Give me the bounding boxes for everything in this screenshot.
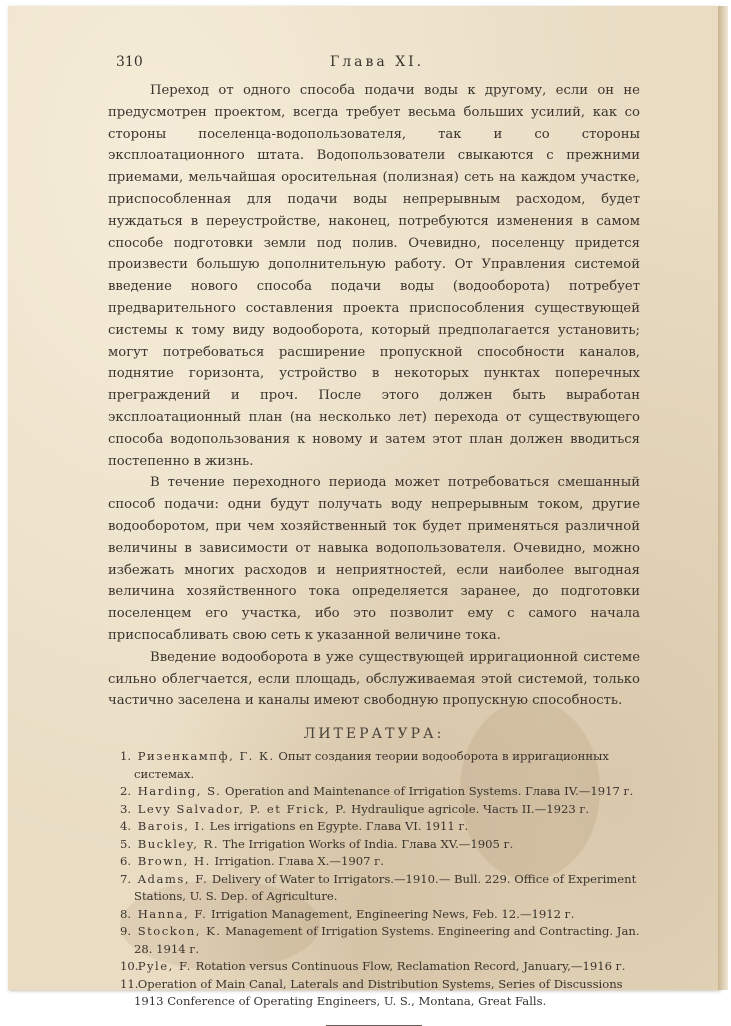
item-number: 3.: [120, 801, 132, 816]
chapter-title: Глава XI.: [330, 54, 425, 70]
literature-heading: ЛИТЕРАТУРА:: [303, 726, 445, 743]
item-title: Irrigation Management, Engineering News, Feb. 12.—1912 г.: [207, 906, 575, 921]
item-title: Management of Irrigation Systems. Engineering and Contracting. Jan. 28. 1914 г.: [134, 924, 640, 956]
item-number: 4.: [120, 819, 132, 834]
item-number: 1.: [120, 749, 132, 764]
item-author: Hanna, F.: [137, 906, 208, 921]
literature-list: [108, 748, 640, 1011]
body-paragraph: Введение водооборота в уже существующей ирригационной системе сильно облегчается, если площадь, обслуживаемая этой системой, только частично заселена и каналы имеют свободную пропускную способность.: [108, 649, 640, 709]
item-number: 2.: [120, 784, 132, 799]
body-paragraph: Переход от одного способа подачи воды к другому, если он не предусмотрен проектом, всегда требует весьма больших усилий, как со стороны поселенца-водопользователя, так и со стороны эксплоатационного штата. Водопользователи свыкаются с прежними приемами, мельчайшая оросительная (полизная) сеть на каждом участке, приспособленная для подачи воды непрерывным расходом, будет нуждаться в переустройстве, наконец, потребуются изменения в самом способе подготовки земли под полив. Очевидно, поселенцу придется произвести большую дополнительную работу. От Управления системой введение нового способа подачи воды (водооборота) потребует предварительного составления проекта приспособления существующей системы к тому виду водооборота, который предполагается установить; могут потребоваться расширение пропускной способности каналов, поднятие горизонта, устройство в некоторых пунктах поперечных преграждений и проч. После этого должен быть выработан эксплоатационный план (на несколько лет) перехода от существующего способа водопользования к новому и затем этот план должен вводиться постепенно в жизнь.: [108, 83, 640, 469]
page-number: 310: [116, 54, 143, 70]
literature-item: [108, 923, 640, 958]
literature-item: [108, 818, 640, 836]
item-author: Barois, I.: [137, 819, 206, 834]
page-content: [108, 54, 640, 1026]
item-number: 10.: [120, 959, 139, 974]
closing-divider: [326, 1025, 422, 1026]
item-author: Adams, F.: [137, 871, 209, 886]
literature-item: [108, 801, 640, 819]
item-title: Rotation versus Continuous Flow, Reclamation Record, January,—1916 г.: [191, 959, 626, 974]
item-title: Irrigation. Глава X.—1907 г.: [210, 854, 384, 869]
item-title: Delivery of Water to Irrigators.—1910.— Bull. 229. Office of Experiment Stations, U. S. Dep. of Agriculture.: [134, 871, 637, 904]
item-author: Buckley, R.: [137, 836, 220, 851]
literature-item: [108, 853, 640, 871]
item-title: Опыт создания теории водооборота в ирригационных системах.: [134, 749, 609, 781]
item-title: The Irrigation Works of India. Глава XV.—1905 г.: [219, 836, 514, 851]
item-author: Levy Salvador, P. et Frick, P.: [137, 801, 348, 816]
item-number: 8.: [120, 906, 132, 921]
item-title: Les irrigations en Egypte. Глава VI. 1911 г.: [205, 819, 469, 834]
page-edge: [718, 6, 728, 990]
item-number: 5.: [120, 836, 132, 851]
item-title: Operation of Main Canal, Laterals and Distribution Systems, Series of Discussions 1913 Conference of Operating Engineers, U. S., Montana, Great Falls.: [134, 976, 623, 1009]
literature-item: [108, 783, 640, 801]
item-author: Pyle, F.: [137, 959, 192, 974]
item-author: Harding, S.: [137, 784, 222, 799]
item-number: 11.: [120, 976, 139, 991]
literature-item: [108, 748, 640, 783]
item-title: Hydraulique agricole. Часть II.—1923 г.: [347, 801, 590, 816]
item-number: 7.: [120, 871, 132, 886]
item-number: 9.: [120, 924, 132, 939]
page-header: [108, 54, 640, 80]
item-title: Operation and Maintenance of Irrigation Systems. Глава IV.—1917 г.: [221, 784, 634, 799]
item-author: Stockon, K.: [137, 924, 222, 939]
literature-item: [108, 958, 640, 976]
item-author: Ризенкампф, Г. К.: [137, 749, 275, 764]
item-number: 6.: [120, 854, 132, 869]
literature-item: [108, 906, 640, 924]
literature-item: [108, 976, 640, 1011]
item-author: Brown, H.: [137, 854, 211, 869]
body-paragraph: В течение переходного периода может потребоваться смешанный способ подачи: одни будут получать воду непрерывным током, другие водооборотом, при чем хозяйственный ток будет применяться различной величины в зависимости от навыка водопользователя. Очевидно, можно избежать многих расходов и неприятностей, если наиболее выгодная величина хозяйственного тока определяется заранее, до подготовки поселенцем его участка, ибо это позволит ему с самого начала приспосабливать свою сеть к указанной величине тока.: [108, 475, 640, 643]
literature-item: [108, 871, 640, 906]
literature-item: [108, 836, 640, 854]
